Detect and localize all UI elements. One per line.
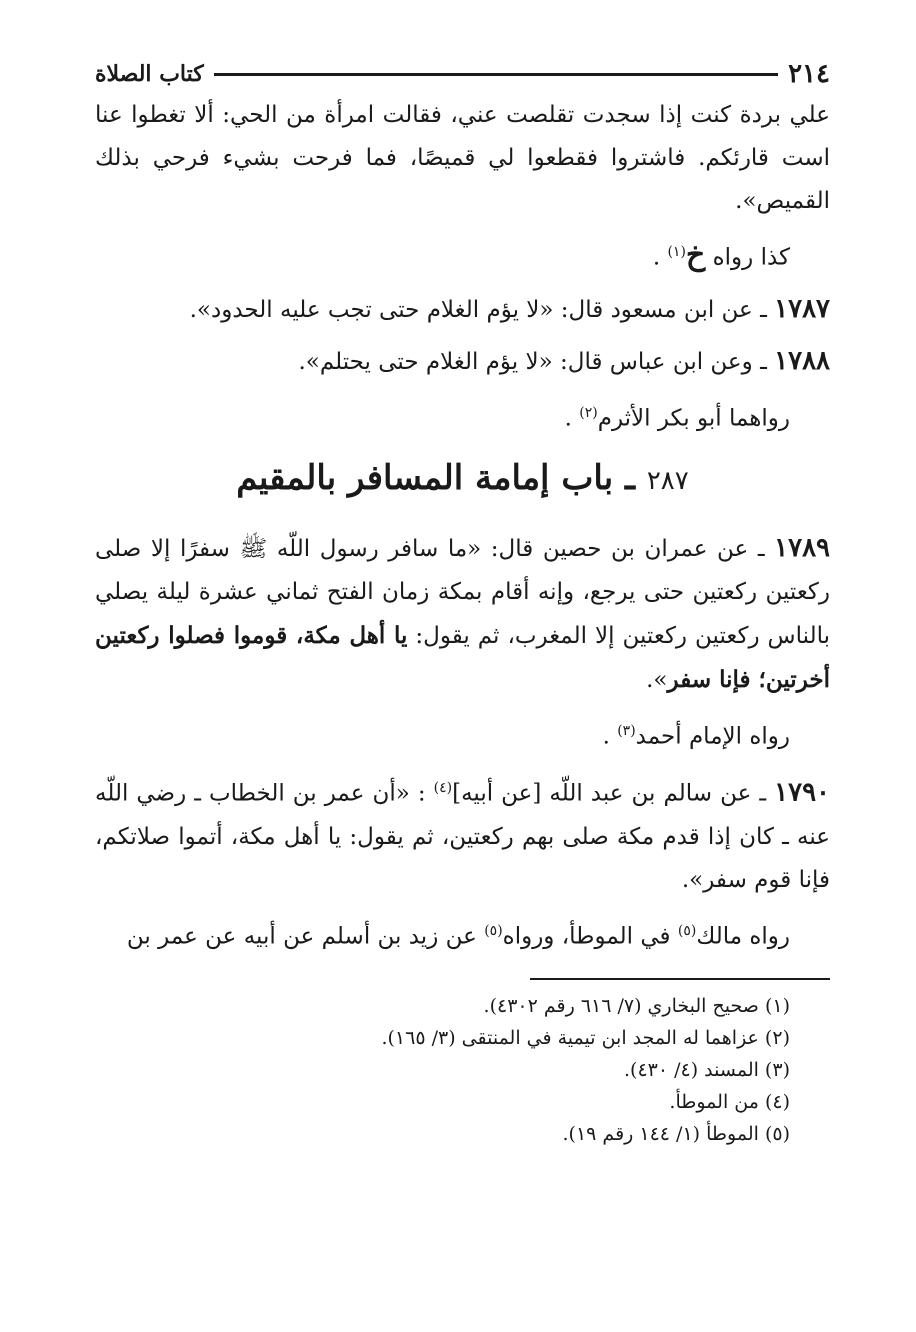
hadith-text: ـ عن سالم بن عبد اللّه [عن أبيه]: [452, 780, 767, 807]
riwaya-suffix: .: [652, 244, 668, 271]
footnote-3: (٣) المسند (٤/ ٤٣٠).: [623, 1059, 790, 1082]
footnote-1: (١) صحيح البخاري (٧/ ٦١٦ رقم ٤٣٠٢).: [483, 995, 790, 1018]
hadith-number: ١٧٨٩: [774, 533, 831, 564]
hadith-number: ١٧٨٨: [774, 345, 830, 376]
footnote-rule: [530, 978, 830, 980]
footnote-ref: (١): [667, 244, 686, 260]
footnote-2: (٢) عزاهما له المجد ابن تيمية في المنتقى (٣/ ١٦٥).: [381, 1027, 790, 1050]
footnote-4: (٤) من الموطأ.: [669, 1091, 790, 1114]
riwaya-text: رواه مالك: [696, 923, 790, 950]
chapter-heading: [95, 450, 830, 509]
hadith-number: ١٧٩٠: [774, 777, 830, 808]
riwaya-athram: [95, 392, 830, 441]
hadith-1788: [95, 340, 830, 384]
page-number: ٢١٤: [788, 59, 830, 89]
footnote-5: (٥) الموطأ (١/ ١٤٤ رقم ١٩).: [562, 1123, 790, 1146]
hadith-text: ـ عن ابن مسعود قال: «لا يؤم الغلام حتى تجب عليه الحدود».: [189, 296, 767, 323]
footnote-ref: (٥): [677, 922, 697, 939]
riwaya-suffix: .: [602, 723, 618, 750]
hadith-1790: [95, 767, 830, 902]
riwaya-text: رواه الإمام أحمد: [635, 723, 790, 750]
intro-paragraph: علي بردة كنت إذا سجدت تقلصت عني، فقالت امرأة من الحي: ألا تغطوا عنا است قارئكم. فاشتروا فقطعوا لي قميصًا، فما فرحت بشيء فرحي بذلك القميص».: [95, 102, 830, 214]
footnote-ref: (٣): [617, 723, 636, 740]
footnotes: [95, 990, 830, 1150]
chapter-number: ٢٨٧: [646, 466, 689, 497]
riwaya-text: كذا رواه: [712, 244, 790, 271]
hadith-number: ١٧٨٧: [774, 293, 830, 324]
page: [95, 54, 830, 1150]
hadith-end: ».: [646, 667, 668, 694]
footnote-ref: (٥): [484, 922, 503, 939]
hadith-text: ـ وعن ابن عباس قال: «لا يؤم الغلام حتى يحتلم».: [298, 348, 767, 375]
riwaya-text-c: عن زيد بن أسلم عن أبيه عن عمر بن: [126, 923, 485, 950]
hadith-1789: [95, 527, 830, 702]
footnote-ref: (٤): [433, 779, 453, 796]
hadith-text: ـ عن عمران بن حصين قال: «ما سافر رسول اللّه ﷺ سفرًا إلا صلى ركعتين ركعتين حتى يرجع، وإنه أقام بمكة زمان الفتح ثماني عشرة ليلة يصلي بالناس ركعتين ركعتين إلا المغرب، ثم يقول:: [95, 536, 830, 650]
hadith-bold-text: يا أهل مكة، قوموا فصلوا ركعتين أخرتين؛ فإنا سفر: [95, 622, 830, 694]
riwaya-text: رواهما أبو بكر الأثرم: [597, 405, 790, 432]
riwaya-ahmad: [95, 710, 830, 759]
riwaya-malik: [95, 910, 830, 959]
hadith-text-cont: : «أن عمر بن الخطاب ـ رضي اللّه عنه ـ كان إذا قدم مكة صلى بهم ركعتين، ثم يقول: يا أهل مكة، أتموا صلاتكم، فإنا قوم سفر».: [95, 780, 830, 893]
bukhari-symbol: خ: [685, 237, 706, 273]
book-title: كتاب الصلاة: [95, 61, 204, 87]
riwaya-bukhari: [95, 231, 830, 280]
footnote-ref: (٢): [579, 404, 598, 421]
riwaya-suffix: .: [564, 405, 580, 432]
hadith-1787: [95, 288, 830, 332]
chapter-title: ـ باب إمامة المسافر بالمقيم: [236, 458, 635, 499]
riwaya-text-b: في الموطأ، ورواه: [502, 923, 678, 950]
header-rule: [214, 73, 778, 76]
page-header: [95, 54, 830, 94]
